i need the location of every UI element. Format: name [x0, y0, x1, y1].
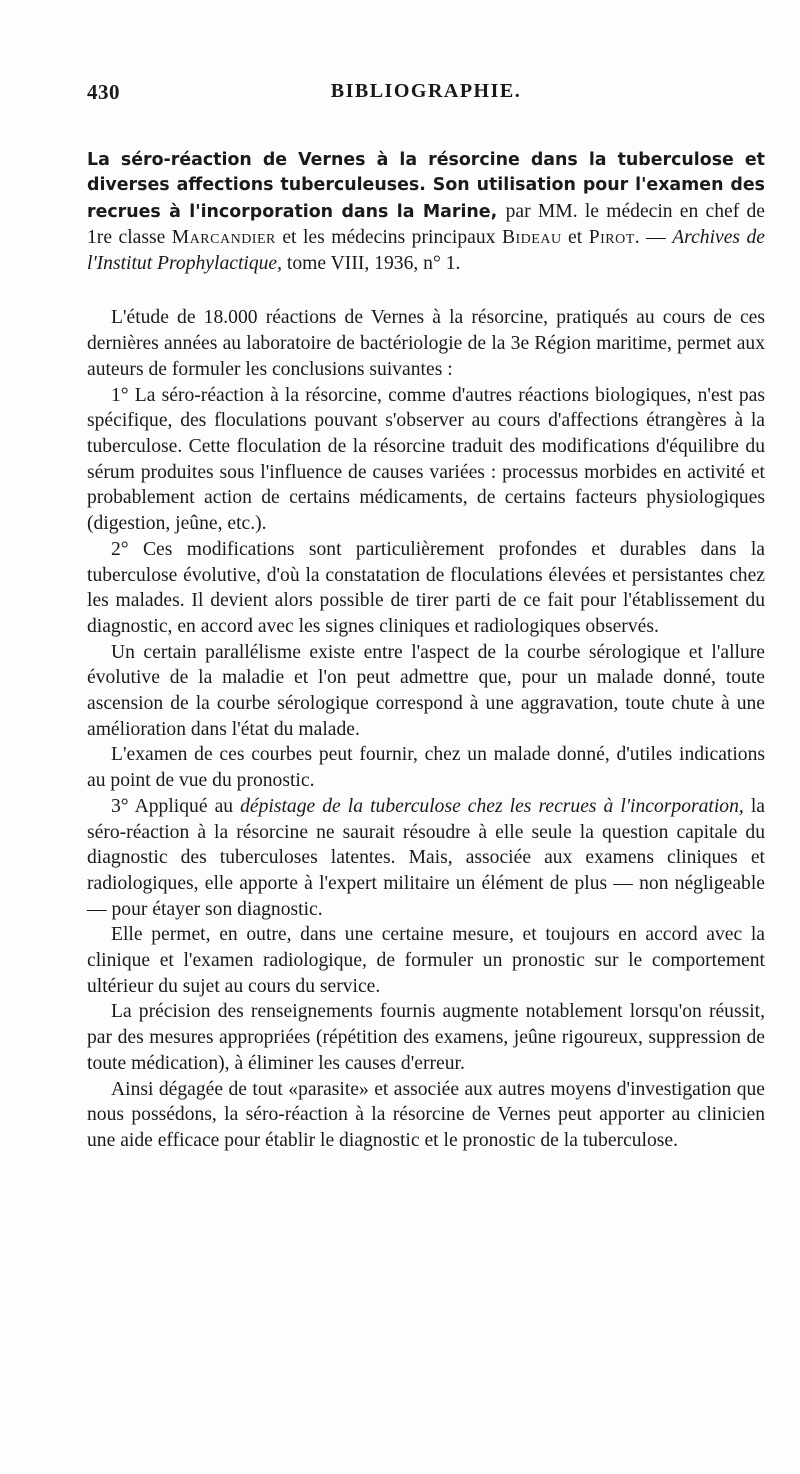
author-pirot: Pirot	[588, 226, 635, 248]
entry-title-text: La séro-réaction de Vernes à la résorcine dans la tuberculose et diverses affections tuberculeuses. Son utilisation pour l'examen des recrues à l'incorporation dans la Marine,	[87, 150, 765, 222]
author-bideau: Bideau	[501, 226, 562, 248]
citation-prefix: par MM. le médecin en chef de 1re classe	[87, 200, 765, 248]
paragraph-conclusion-3	[87, 794, 765, 923]
citation-mid-3: . —	[634, 226, 673, 248]
page-number: 430	[87, 80, 120, 104]
paragraph-precision: La précision des renseignements fournis augmente notablement lorsqu'on réussit, par des mesures appropriées (répétition des examens, jeûne rigoureux, suppression de toute médication), à éliminer les causes d'erreur.	[87, 1001, 765, 1074]
citation-mid-1: et les médecins principaux	[275, 226, 502, 248]
p6-rest: la séro-réaction à la résorcine ne saurait résoudre à elle seule la question capitale du diagnostic des tuberculoses latentes. Mais, associée aux examens cliniques et radiologiques, elle apporte à l'expert militaire un élément de plus — non négligeable — pour étayer son diagnostic.	[87, 795, 765, 920]
citation-mid-2: et	[561, 226, 589, 248]
bibliography-entry	[87, 148, 765, 1154]
entry-title	[87, 148, 765, 277]
paragraph-intro: L'étude de 18.000 réactions de Vernes à la résorcine, pratiqués au cours de ces dernières années au laboratoire de bactériologie de la 3e Région maritime, permet aux auteurs de formuler les conclusions suivantes :	[87, 307, 765, 380]
running-head: BIBLIOGRAPHIE.	[330, 80, 522, 102]
page-header	[87, 80, 765, 110]
paragraph-conclusion-2: 2° Ces modifications sont particulièrement profondes et durables dans la tuberculose évolutive, d'où la constatation de floculations élevées et persistantes chez les malades. Il devient alors possible de tirer parti de ce fait pour l'établissement du diagnostic, en accord avec les signes cliniques et radiologiques observés.	[87, 538, 765, 637]
journal-name: Archives de l'Institut Prophylactique,	[87, 226, 765, 275]
p6-emphasis: dépistage de la tuberculose chez les recrues à l'incorporation,	[240, 795, 744, 817]
citation-suffix: tome VIII, 1936, n° 1.	[282, 253, 461, 275]
p6-prefix: 3° Appliqué au	[111, 795, 241, 817]
paragraph-courbes: L'examen de ces courbes peut fournir, chez un malade donné, d'utiles indications au point de vue du pronostic.	[87, 744, 765, 792]
paragraph-pronostic: Elle permet, en outre, dans une certaine mesure, et toujours en accord avec la clinique et l'examen radiologique, de formuler un pronostic sur le comportement ultérieur du sujet au cours du service.	[87, 924, 765, 997]
paragraph-final: Ainsi dégagée de tout «parasite» et associée aux autres moyens d'investigation que nous possédons, la séro-réaction à la résorcine de Vernes peut apporter au clinicien une aide efficace pour établir le diagnostic et le pronostic de la tuberculose.	[87, 1078, 765, 1151]
author-marcandier: Marcandier	[171, 226, 276, 248]
paragraph-parallelism: Un certain parallélisme existe entre l'aspect de la courbe sérologique et l'allure évolutive de la maladie et l'on peut admettre que, pour un malade donné, toute ascension de la courbe sérologique correspond à une aggravation, toute chute à une amélioration dans l'état du malade.	[87, 641, 765, 740]
paragraph-conclusion-1: 1° La séro-réaction à la résorcine, comme d'autres réactions biologiques, n'est pas spécifique, des floculations pouvant s'observer au cours d'affections étrangères à la tuberculose. Cette floculation de la résorcine traduit des modifications d'équilibre du sérum produites sous l'influence de causes variées : processus morbides en activité et probablement action de certains médicaments, de certains facteurs physiologiques (digestion, jeûne, etc.).	[87, 384, 765, 535]
body-text	[87, 305, 765, 1153]
